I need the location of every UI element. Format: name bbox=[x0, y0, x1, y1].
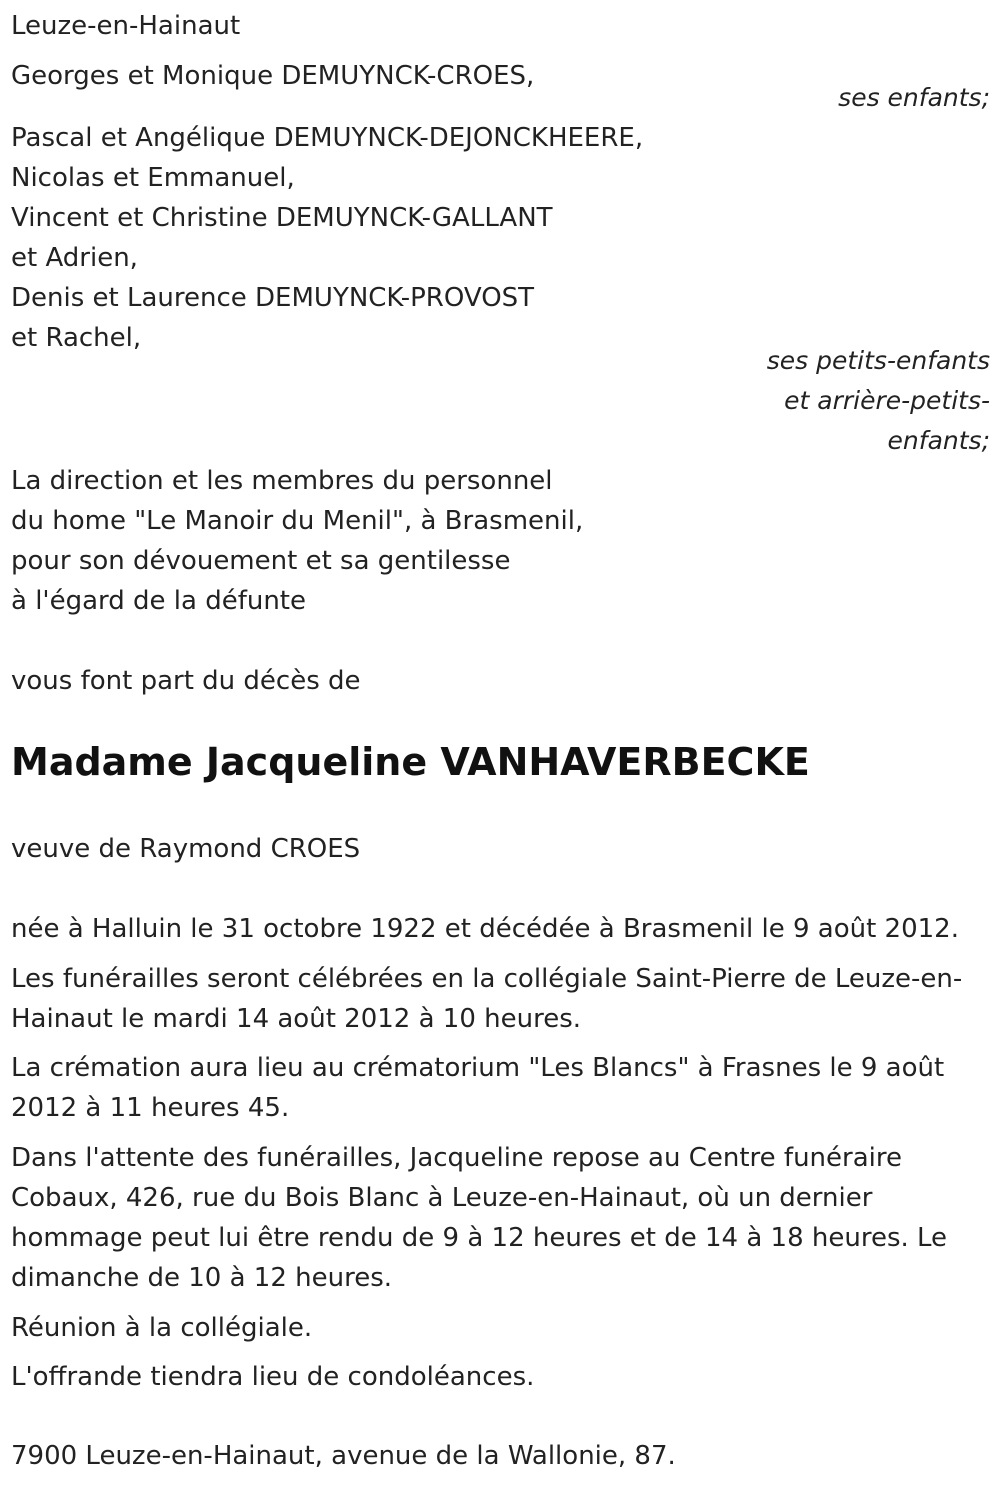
grandchildren-role bbox=[767, 341, 990, 461]
address-text: 7900 Leuze-en-Hainaut, avenue de la Wallonie, 87. bbox=[11, 1441, 676, 1471]
grandchildren-line: et Rachel, bbox=[11, 323, 142, 353]
funeral-paragraph: Les funérailles seront célébrées en la collégiale Saint-Pierre de Leuze-en-Hainaut le mardi 14 août 2012 à 10 heures. bbox=[11, 964, 963, 1034]
grandchildren-line: Denis et Laurence DEMUYNCK-PROVOST bbox=[11, 283, 535, 313]
grandchildren-line: Pascal et Angélique DEMUYNCK-DEJONCKHEERE, bbox=[11, 123, 644, 153]
grandchildren-role-line: ses petits-enfants bbox=[766, 346, 990, 375]
grandchildren-role-line: enfants; bbox=[887, 426, 990, 455]
deceased-name: Madame Jacqueline VANHAVERBECKE bbox=[11, 740, 810, 784]
children-role: ses enfants; bbox=[838, 83, 990, 112]
staff-line: à l'égard de la défunte bbox=[11, 586, 306, 616]
grandchildren-line: Nicolas et Emmanuel, bbox=[11, 163, 295, 193]
grandchildren-line: et Adrien, bbox=[11, 243, 138, 273]
birth-death: née à Halluin le 31 octobre 1922 et décédée à Brasmenil le 9 août 2012. bbox=[11, 914, 959, 944]
cremation-paragraph: La crémation aura lieu au crématorium "Les Blancs" à Frasnes le 9 août 2012 à 11 heures 45. bbox=[11, 1053, 945, 1123]
staff-block bbox=[11, 461, 583, 621]
location-heading: Leuze-en-Hainaut bbox=[11, 11, 241, 41]
visitation-paragraph: Dans l'attente des funérailles, Jacqueline repose au Centre funéraire Cobaux, 426, rue du Bois Blanc à Leuze-en-Hainaut, où un dernier hommage peut lui être rendu de 9 à 12 heures et de 14 à 18 heures. Le dimanche de 10 à 12 heures. bbox=[11, 1143, 948, 1293]
staff-line: La direction et les membres du personnel bbox=[11, 466, 553, 496]
staff-line: pour son dévouement et sa gentilesse bbox=[11, 546, 511, 576]
offrande-text: L'offrande tiendra lieu de condoléances. bbox=[11, 1362, 535, 1392]
grandchildren-line: Vincent et Christine DEMUYNCK-GALLANT bbox=[11, 203, 553, 233]
staff-line: du home "Le Manoir du Menil", à Brasmenil, bbox=[11, 506, 584, 536]
widow-of: veuve de Raymond CROES bbox=[11, 834, 361, 864]
grandchildren-role-line: et arrière-petits- bbox=[784, 386, 990, 415]
reunion-text: Réunion à la collégiale. bbox=[11, 1313, 313, 1343]
children-names: Georges et Monique DEMUYNCK-CROES, bbox=[11, 61, 535, 91]
grandchildren-list bbox=[11, 118, 643, 358]
announce-text: vous font part du décès de bbox=[11, 666, 361, 696]
